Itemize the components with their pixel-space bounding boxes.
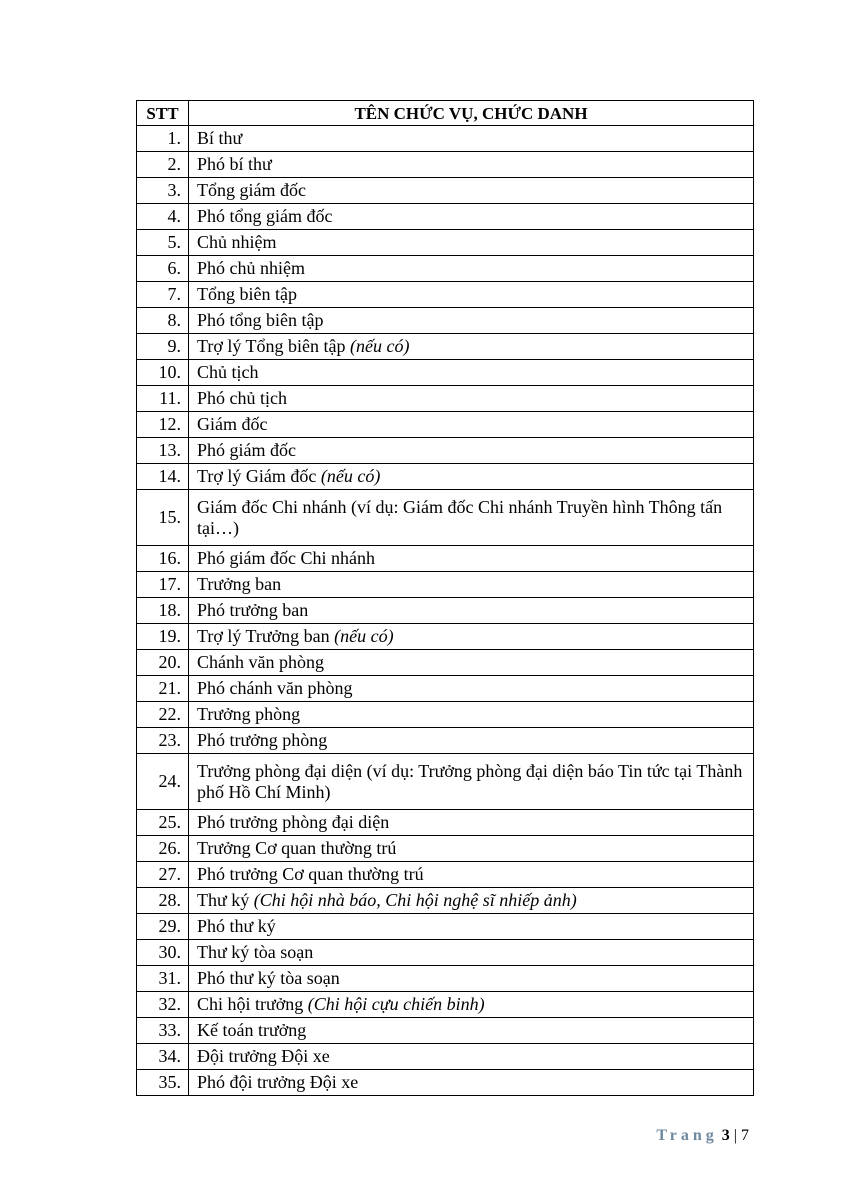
row-number: 3. <box>137 178 189 204</box>
table-row <box>137 728 754 754</box>
table-row <box>137 464 754 490</box>
position-cell <box>189 282 754 308</box>
table-row <box>137 650 754 676</box>
footer-page-word: Trang <box>656 1127 718 1144</box>
position-title: Giám đốc <box>197 414 268 434</box>
table-row <box>137 598 754 624</box>
position-cell <box>189 836 754 862</box>
row-number: 29. <box>137 914 189 940</box>
position-cell <box>189 572 754 598</box>
row-number: 33. <box>137 1018 189 1044</box>
row-number: 26. <box>137 836 189 862</box>
table-row <box>137 282 754 308</box>
table-row <box>137 334 754 360</box>
position-title: Phó trưởng Cơ quan thường trú <box>197 864 424 884</box>
row-number: 5. <box>137 230 189 256</box>
row-number: 12. <box>137 412 189 438</box>
table-row <box>137 178 754 204</box>
table-row <box>137 438 754 464</box>
position-cell <box>189 334 754 360</box>
position-cell <box>189 490 754 546</box>
position-cell <box>189 650 754 676</box>
row-number: 23. <box>137 728 189 754</box>
row-number: 15. <box>137 490 189 546</box>
table-row <box>137 1070 754 1096</box>
table-row <box>137 152 754 178</box>
table-body <box>137 126 754 1096</box>
position-title: Phó đội trưởng Đội xe <box>197 1072 359 1092</box>
table-row <box>137 204 754 230</box>
row-number: 30. <box>137 940 189 966</box>
position-cell <box>189 940 754 966</box>
row-number: 32. <box>137 992 189 1018</box>
table-row <box>137 914 754 940</box>
position-cell <box>189 230 754 256</box>
row-number: 34. <box>137 1044 189 1070</box>
position-cell <box>189 360 754 386</box>
table-row <box>137 546 754 572</box>
position-cell <box>189 308 754 334</box>
table-row <box>137 126 754 152</box>
position-note: (nếu có) <box>350 336 410 356</box>
row-number: 18. <box>137 598 189 624</box>
position-title: Trợ lý Tổng biên tập <box>197 336 351 356</box>
table-row <box>137 754 754 810</box>
position-title: Chi hội trưởng <box>197 994 308 1014</box>
position-cell <box>189 676 754 702</box>
row-number: 4. <box>137 204 189 230</box>
table-row <box>137 702 754 728</box>
position-cell <box>189 1070 754 1096</box>
row-number: 2. <box>137 152 189 178</box>
position-cell <box>189 256 754 282</box>
position-title: Trưởng phòng <box>197 704 301 724</box>
table-row <box>137 992 754 1018</box>
row-number: 35. <box>137 1070 189 1096</box>
position-note: (Chi hội cựu chiến binh) <box>307 994 485 1014</box>
table-row <box>137 1018 754 1044</box>
position-title: Phó thư ký tòa soạn <box>197 968 340 988</box>
position-title: Trưởng Cơ quan thường trú <box>197 838 397 858</box>
position-title: Trợ lý Giám đốc <box>197 466 321 486</box>
position-title: Tổng giám đốc <box>197 180 306 200</box>
table-row <box>137 490 754 546</box>
row-number: 21. <box>137 676 189 702</box>
position-title: Kế toán trưởng <box>197 1020 307 1040</box>
position-title: Phó chủ tịch <box>197 388 287 408</box>
row-number: 16. <box>137 546 189 572</box>
position-title: Chủ tịch <box>197 362 259 382</box>
table-row <box>137 624 754 650</box>
position-cell <box>189 754 754 810</box>
position-title: Phó trưởng phòng <box>197 730 328 750</box>
position-title: Phó tổng giám đốc <box>197 206 333 226</box>
row-number: 13. <box>137 438 189 464</box>
row-number: 11. <box>137 386 189 412</box>
table-row <box>137 888 754 914</box>
row-number: 8. <box>137 308 189 334</box>
position-cell <box>189 1018 754 1044</box>
table-row <box>137 1044 754 1070</box>
position-title: Bí thư <box>197 128 243 148</box>
table-row <box>137 966 754 992</box>
table-row <box>137 940 754 966</box>
position-title: Phó thư ký <box>197 916 276 936</box>
table-row <box>137 862 754 888</box>
position-title: Chủ nhiệm <box>197 232 277 252</box>
position-cell <box>189 412 754 438</box>
row-number: 20. <box>137 650 189 676</box>
position-cell <box>189 438 754 464</box>
position-title: Thư ký tòa soạn <box>197 942 314 962</box>
position-cell <box>189 624 754 650</box>
row-number: 25. <box>137 810 189 836</box>
position-cell <box>189 126 754 152</box>
row-number: 6. <box>137 256 189 282</box>
header-stt: STT <box>137 101 189 126</box>
position-title: Phó trưởng ban <box>197 600 309 620</box>
position-cell <box>189 386 754 412</box>
positions-table <box>136 100 754 1096</box>
position-note: (nếu có) <box>334 626 394 646</box>
table-row <box>137 572 754 598</box>
row-number: 31. <box>137 966 189 992</box>
position-title: Phó tổng biên tập <box>197 310 324 330</box>
position-title: Thư ký <box>197 890 254 910</box>
position-cell <box>189 1044 754 1070</box>
table-row <box>137 230 754 256</box>
position-title: Trưởng phòng đại diện (ví dụ: Trưởng phòng đại diện báo Tin tức tại Thành phố Hồ Chí Minh) <box>197 760 743 802</box>
position-cell <box>189 992 754 1018</box>
table-row <box>137 308 754 334</box>
row-number: 7. <box>137 282 189 308</box>
row-number: 27. <box>137 862 189 888</box>
position-cell <box>189 914 754 940</box>
position-cell <box>189 728 754 754</box>
position-title: Phó chánh văn phòng <box>197 678 353 698</box>
table-row <box>137 386 754 412</box>
position-title: Đội trưởng Đội xe <box>197 1046 330 1066</box>
table-row <box>137 836 754 862</box>
table-header-row <box>137 101 754 126</box>
position-title: Phó bí thư <box>197 154 272 174</box>
position-cell <box>189 598 754 624</box>
row-number: 24. <box>137 754 189 810</box>
position-cell <box>189 204 754 230</box>
position-cell <box>189 862 754 888</box>
header-title: TÊN CHỨC VỤ, CHỨC DANH <box>189 101 754 126</box>
table-row <box>137 676 754 702</box>
position-cell <box>189 888 754 914</box>
position-title: Trưởng ban <box>197 574 282 594</box>
position-title: Phó giám đốc <box>197 440 296 460</box>
position-title: Tổng biên tập <box>197 284 297 304</box>
row-number: 10. <box>137 360 189 386</box>
table-row <box>137 412 754 438</box>
position-cell <box>189 546 754 572</box>
footer-page-number: 3 <box>721 1127 730 1144</box>
position-cell <box>189 178 754 204</box>
row-number: 1. <box>137 126 189 152</box>
position-cell <box>189 966 754 992</box>
position-cell <box>189 464 754 490</box>
position-title: Giám đốc Chi nhánh (ví dụ: Giám đốc Chi nhánh Truyền hình Thông tấn tại…) <box>197 496 723 538</box>
row-number: 17. <box>137 572 189 598</box>
row-number: 19. <box>137 624 189 650</box>
position-title: Trợ lý Trưởng ban <box>197 626 335 646</box>
position-note: (Chi hội nhà báo, Chi hội nghệ sĩ nhiếp ảnh) <box>253 890 577 910</box>
row-number: 28. <box>137 888 189 914</box>
footer-separator: | <box>733 1127 737 1144</box>
position-title: Phó chủ nhiệm <box>197 258 305 278</box>
position-title: Phó trưởng phòng đại diện <box>197 812 390 832</box>
row-number: 14. <box>137 464 189 490</box>
row-number: 22. <box>137 702 189 728</box>
table-row <box>137 810 754 836</box>
page-footer <box>656 1127 749 1145</box>
position-note: (nếu có) <box>320 466 381 486</box>
position-cell <box>189 702 754 728</box>
table-row <box>137 360 754 386</box>
table-row <box>137 256 754 282</box>
position-cell <box>189 810 754 836</box>
row-number: 9. <box>137 334 189 360</box>
position-cell <box>189 152 754 178</box>
position-title: Phó giám đốc Chi nhánh <box>197 548 375 568</box>
position-title: Chánh văn phòng <box>197 652 324 672</box>
footer-page-total: 7 <box>741 1127 749 1144</box>
